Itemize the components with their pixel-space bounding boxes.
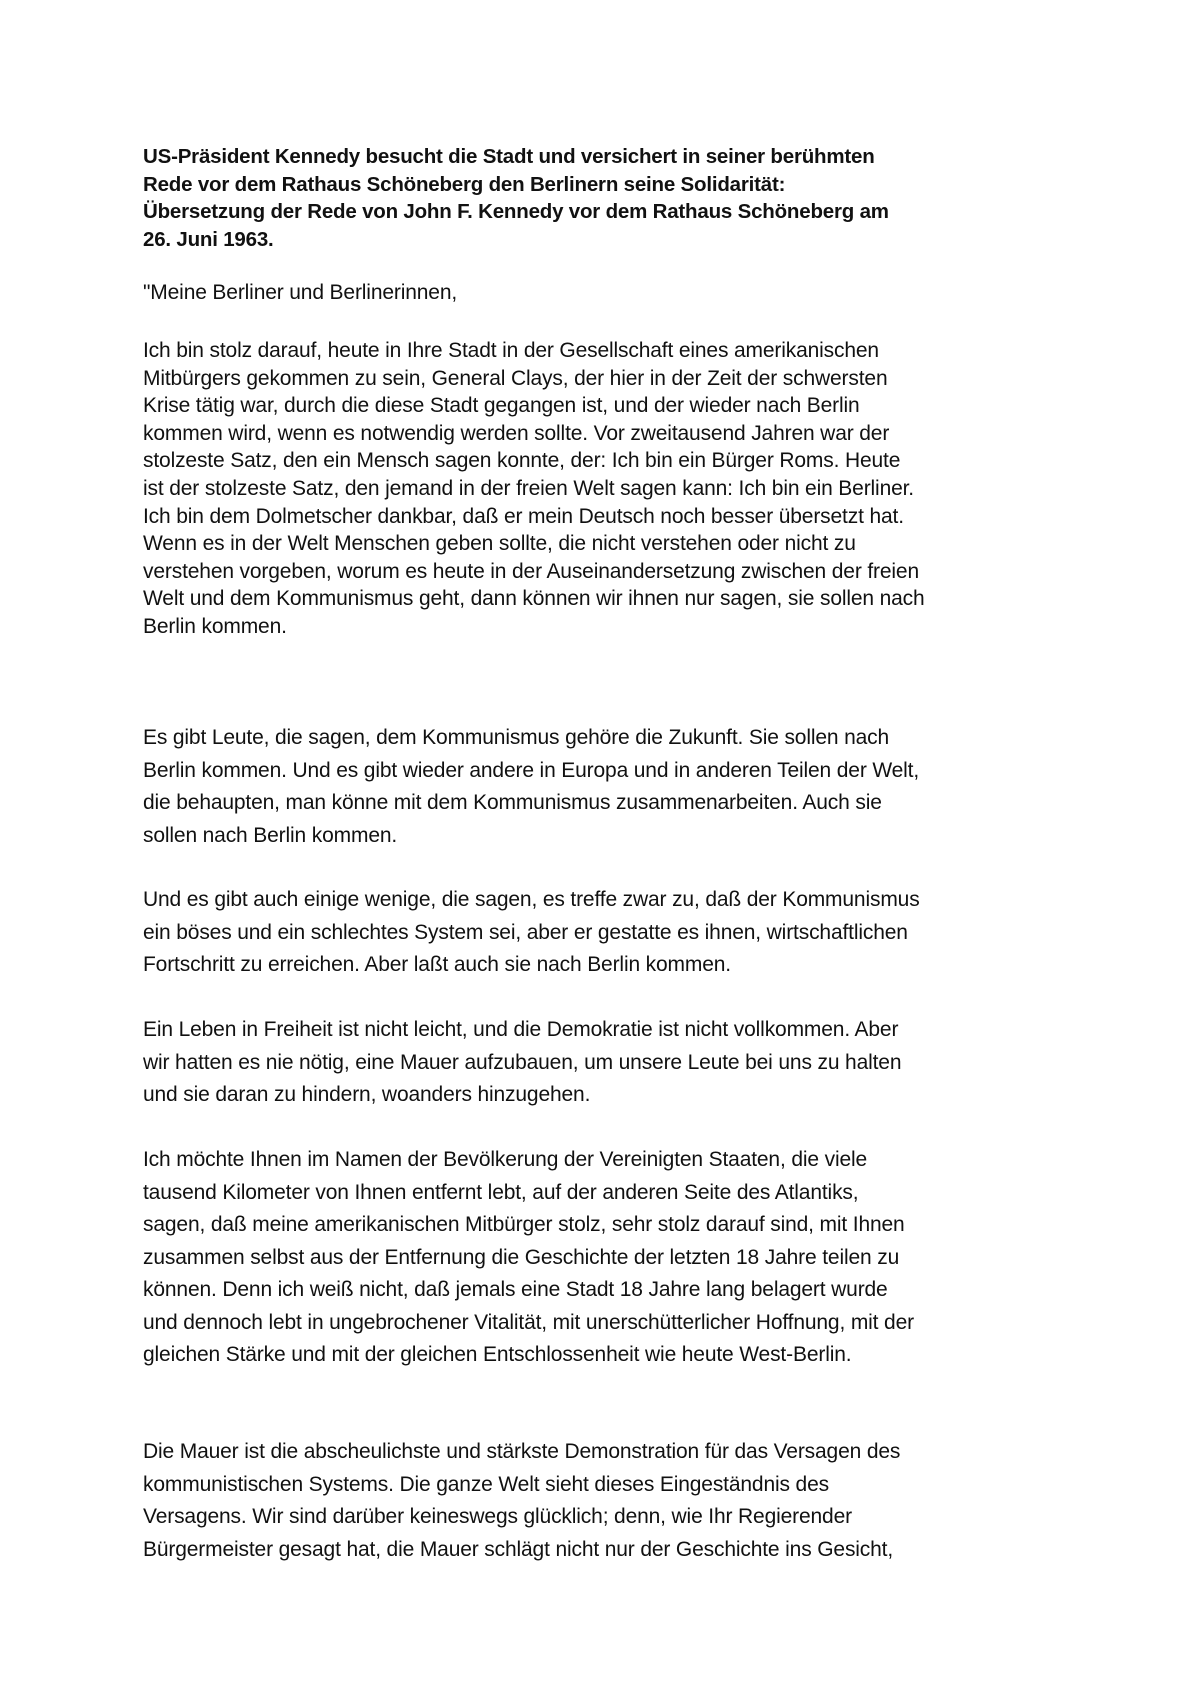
paragraph-line: Es gibt Leute, die sagen, dem Kommunismus gehöre die Zukunft. Sie sollen nach <box>143 726 890 749</box>
paragraph-line: zusammen selbst aus der Entfernung die Geschichte der letzten 18 Jahre teilen zu <box>143 1245 900 1269</box>
paragraph-line: stolzeste Satz, den ein Mensch sagen konnte, der: Ich bin ein Bürger Roms. Heute <box>143 449 901 473</box>
paragraph-line: Ich bin stolz darauf, heute in Ihre Stadt in der Gesellschaft eines amerikanischen <box>143 339 879 362</box>
paragraph-line: Ein Leben in Freiheit ist nicht leicht, und die Demokratie ist nicht vollkommen. Aber <box>143 1018 899 1041</box>
heading-line: US-Präsident Kennedy besucht die Stadt und versichert in seiner berühmten <box>143 145 875 168</box>
paragraph-line: die behaupten, man könne mit dem Kommunismus zusammenarbeiten. Auch sie <box>143 791 882 814</box>
paragraph-line: Berlin kommen. Und es gibt wieder andere in Europa und in anderen Teilen der Welt, <box>143 758 920 782</box>
paragraph-line: ist der stolzeste Satz, den jemand in der freien Welt sagen kann: Ich bin ein Berliner. <box>143 476 914 500</box>
paragraph-line: Bürgermeister gesagt hat, die Mauer schlägt nicht nur der Geschichte ins Gesicht, <box>143 1537 894 1561</box>
paragraph-line: sagen, daß meine amerikanischen Mitbürger stolz, sehr stolz darauf sind, mit Ihnen <box>143 1213 905 1236</box>
paragraph-line: wir hatten es nie nötig, eine Mauer aufzubauen, um unsere Leute bei uns zu halten <box>143 1050 902 1074</box>
paragraph-line: tausend Kilometer von Ihnen entfernt lebt, auf der anderen Seite des Atlantiks, <box>143 1180 859 1204</box>
paragraph-line: Fortschritt zu erreichen. Aber laßt auch sie nach Berlin kommen. <box>143 953 731 976</box>
heading-line: Rede vor dem Rathaus Schöneberg den Berlinern seine Solidarität: <box>143 172 786 196</box>
paragraph-6 <box>143 1436 1073 1566</box>
paragraph-line: sollen nach Berlin kommen. <box>143 823 398 847</box>
paragraph-line: Mitbürgers gekommen zu sein, General Clays, der hier in der Zeit der schwersten <box>143 366 888 390</box>
paragraph-line: kommunistischen Systems. Die ganze Welt sieht dieses Eingeständnis des <box>143 1472 829 1496</box>
paragraph-line: Wenn es in der Welt Menschen geben sollte, die nicht verstehen oder nicht zu <box>143 532 856 556</box>
paragraph-line: Welt und dem Kommunismus geht, dann können wir ihnen nur sagen, sie sollen nach <box>143 587 925 611</box>
paragraph-line: Die Mauer ist die abscheulichste und stärkste Demonstration für das Versagen des <box>143 1440 901 1463</box>
paragraph-line: verstehen vorgeben, worum es heute in der Auseinandersetzung zwischen der freien <box>143 559 919 583</box>
paragraph-line: Ich möchte Ihnen im Namen der Bevölkerung der Vereinigten Staaten, die viele <box>143 1148 868 1171</box>
paragraph-line: Krise tätig war, durch die diese Stadt gegangen ist, und der wieder nach Berlin <box>143 394 860 418</box>
paragraph-line: Berlin kommen. <box>143 614 287 638</box>
paragraph-1 <box>143 337 1083 641</box>
paragraph-line: ein böses und ein schlechtes System sei, aber er gestatte es ihnen, wirtschaftlichen <box>143 920 908 944</box>
paragraph-4 <box>143 1014 1073 1112</box>
paragraph-line: können. Denn ich weiß nicht, daß jemals eine Stadt 18 Jahre lang belagert wurde <box>143 1278 888 1301</box>
paragraph-line: und dennoch lebt in ungebrochener Vitalität, mit unerschütterlicher Hoffnung, mit der <box>143 1310 914 1334</box>
paragraph-line: und sie daran zu hindern, woanders hinzugehen. <box>143 1083 591 1106</box>
paragraph-3 <box>143 884 1073 982</box>
paragraph-2 <box>143 722 1073 852</box>
document-heading <box>143 143 1083 253</box>
paragraph-line: Versagens. Wir sind darüber keineswegs glücklich; denn, wie Ihr Regierender <box>143 1505 852 1528</box>
salutation <box>143 279 1083 307</box>
paragraph-line: gleichen Stärke und mit der gleichen Entschlossenheit wie heute West-Berlin. <box>143 1343 852 1366</box>
paragraph-5 <box>143 1144 1073 1372</box>
paragraph-line: Und es gibt auch einige wenige, die sagen, es treffe zwar zu, daß der Kommunismus <box>143 888 920 911</box>
paragraph-line: Ich bin dem Dolmetscher dankbar, daß er mein Deutsch noch besser übersetzt hat. <box>143 504 904 528</box>
paragraph-line: kommen wird, wenn es notwendig werden sollte. Vor zweitausend Jahren war der <box>143 421 890 445</box>
salutation-line: "Meine Berliner und Berlinerinnen, <box>143 281 458 304</box>
heading-line: 26. Juni 1963. <box>143 227 274 251</box>
heading-line: Übersetzung der Rede von John F. Kennedy vor dem Rathaus Schöneberg am <box>143 200 889 223</box>
